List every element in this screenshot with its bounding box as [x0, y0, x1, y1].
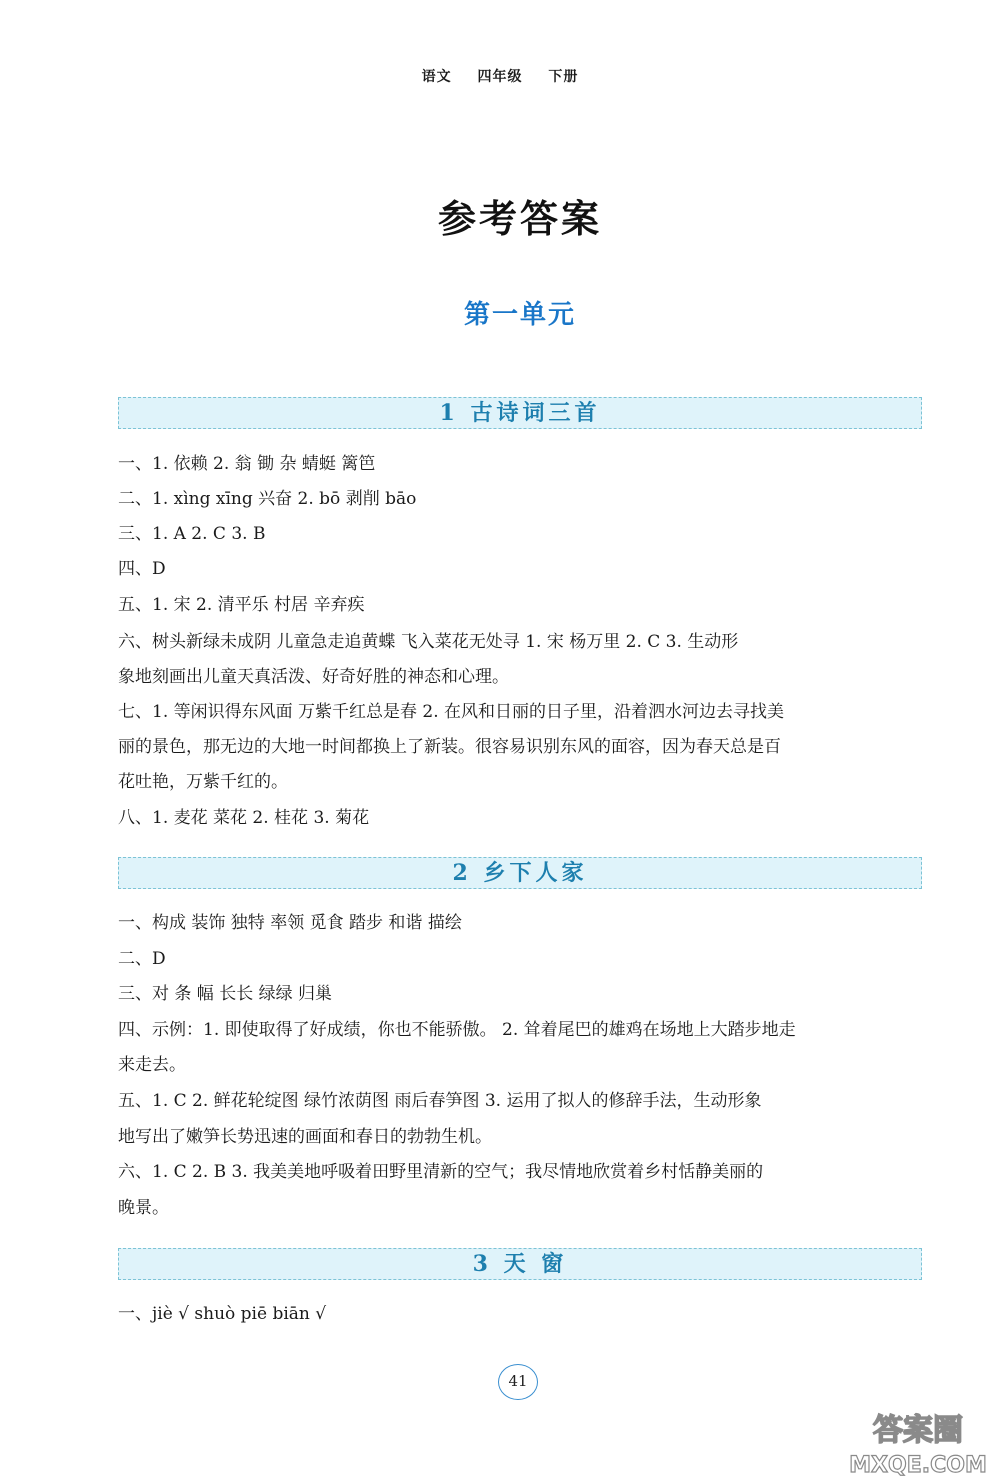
answer-line: 晚景。 [118, 1198, 169, 1218]
watermark-bottom: MXQE.COM [849, 1453, 987, 1478]
answer-line: 象地刻画出儿童天真活泼、好奇好胜的神态和心理。 [118, 667, 509, 687]
answer-line: 七、1. 等闲识得东风面 万紫千红总是春 2. 在风和日丽的日子里，沿着泗水河边去寻找美 [118, 702, 785, 722]
answer-line: 一、1. 依赖 2. 翁 锄 杂 蜻蜓 篱笆 [118, 454, 376, 474]
answer-line: 花吐艳，万紫千红的。 [118, 772, 288, 792]
header-volume: 下册 [548, 69, 579, 85]
answer-line: 六、树头新绿未成阴 儿童急走追黄蝶 飞入菜花无处寻 1. 宋 杨万里 2. C 3. 生动形 [118, 632, 739, 652]
answer-line: 八、1. 麦花 菜花 2. 桂花 3. 菊花 [118, 808, 370, 828]
section-banner-2: 2 乡下人家 [118, 857, 922, 889]
section-banner-1: 1 古诗词三首 [118, 397, 922, 429]
answer-line: 五、1. 宋 2. 清平乐 村居 辛弃疾 [118, 595, 365, 615]
answer-line: 五、1. C 2. 鲜花轮绽图 绿竹浓荫图 雨后春笋图 3. 运用了拟人的修辞手法，生动形象 [118, 1091, 762, 1111]
unit-heading: 第一单元 [463, 300, 576, 330]
answer-line: 地写出了嫩笋长势迅速的画面和春日的勃勃生机。 [118, 1127, 492, 1147]
page-number: 41 [498, 1364, 538, 1400]
answer-line: 三、对 条 幅 长长 绿绿 归巢 [118, 984, 333, 1004]
header-subject: 语文 [421, 69, 452, 85]
page-title: 参考答案 [437, 197, 602, 241]
answer-line: 四、示例：1. 即使取得了好成绩，你也不能骄傲。 2. 耸着尾巴的雄鸡在场地上大踏步地走 [118, 1020, 796, 1040]
answer-line: 一、jiè √ shuò piē biān √ [118, 1304, 327, 1324]
watermark-top: 答案圈 [873, 1413, 963, 1448]
answer-line: 六、1. C 2. B 3. 我美美地呼吸着田野里清新的空气；我尽情地欣赏着乡村恬静美丽的 [118, 1162, 764, 1182]
answer-line: 四、D [118, 559, 166, 579]
section-banner-3: 3 天 窗 [118, 1248, 922, 1280]
watermark-logo [838, 1404, 998, 1478]
answer-line: 三、1. A 2. C 3. B [118, 524, 266, 544]
answer-line: 二、1. xìng xīng 兴奋 2. bō 剥削 bāo [118, 489, 417, 509]
header-grade: 四年级 [477, 69, 523, 85]
answer-line: 丽的景色，那无边的大地一时间都换上了新装。很容易识别东风的面容，因为春天总是百 [118, 737, 781, 757]
answer-line: 二、D [118, 949, 166, 969]
answer-line: 一、构成 装饰 独特 率领 觅食 踏步 和谐 描绘 [118, 913, 462, 933]
answer-line: 来走去。 [118, 1055, 186, 1075]
running-header [0, 66, 1000, 86]
